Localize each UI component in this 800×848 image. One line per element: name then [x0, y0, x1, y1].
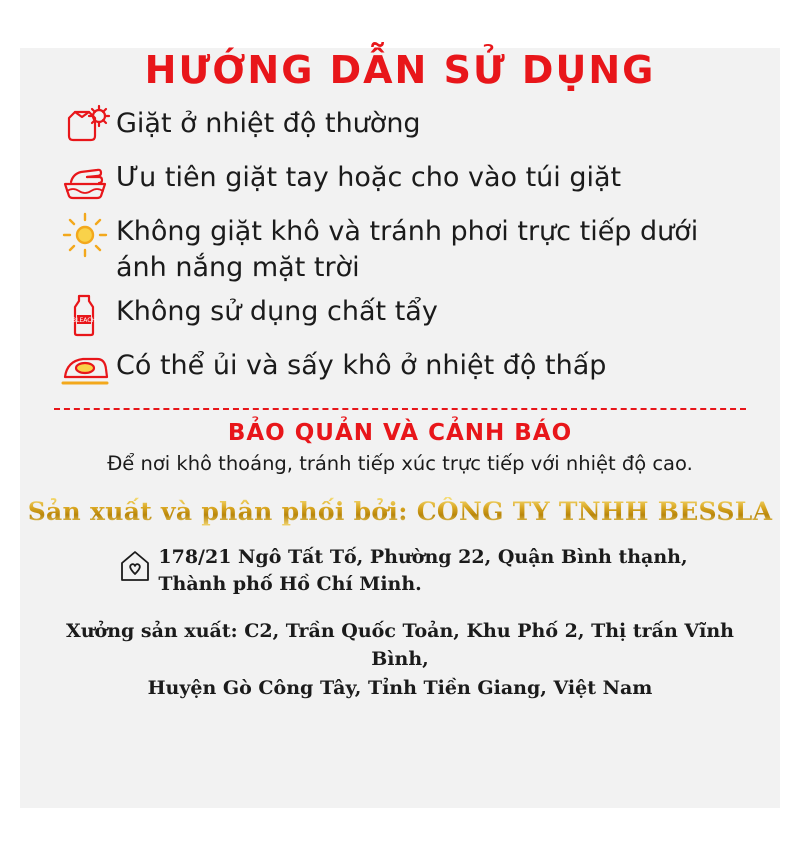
- care-text-line1: Giặt ở nhiệt độ thường: [116, 108, 421, 139]
- care-text-line1: Có thể ủi và sấy khô ở nhiệt độ thấp: [116, 349, 607, 381]
- no-direct-sunlight-icon: [54, 210, 116, 260]
- care-text-line1: Ưu tiên giặt tay hoặc cho vào túi giặt: [116, 162, 622, 193]
- address-block: [20, 544, 780, 599]
- storage-section-text: Để nơi khô thoáng, tránh tiếp xúc trực tiếp với nhiệt độ cao.: [107, 451, 693, 475]
- care-instruction-text: [116, 344, 606, 384]
- list-item: [54, 290, 752, 340]
- factory-line-2: Huyện Gò Công Tây, Tỉnh Tiền Giang, Việt Nam: [147, 676, 653, 699]
- storage-section-title: BẢO QUẢN VÀ CẢNH BÁO: [227, 419, 573, 446]
- home-heart-icon: [112, 544, 158, 584]
- address-text: [158, 544, 687, 599]
- wash-temperature-icon: [54, 102, 116, 152]
- care-text-line2: ánh nắng mặt trời: [116, 251, 360, 283]
- hand-wash-icon: [54, 156, 116, 206]
- care-instruction-text: [116, 102, 421, 142]
- iron-low-heat-icon: [54, 344, 116, 394]
- factory-address: [20, 617, 780, 703]
- list-item: [54, 344, 752, 394]
- producer-line: Sản xuất và phân phối bởi: CÔNG TY TNHH BESSLA: [20, 497, 780, 526]
- page-title: HƯỚNG DẪN SỬ DỤNG: [144, 48, 656, 92]
- address-line-2: Thành phố Hồ Chí Minh.: [158, 573, 422, 596]
- care-instruction-text: [116, 290, 438, 330]
- care-instruction-text: [116, 210, 698, 286]
- no-bleach-icon: [54, 290, 116, 340]
- divider: [54, 408, 746, 410]
- care-label-card: [20, 48, 780, 808]
- list-item: [54, 102, 752, 152]
- care-instruction-text: [116, 156, 621, 196]
- care-text-line1: Không sử dụng chất tẩy: [116, 295, 438, 327]
- care-text-line1: Không giặt khô và tránh phơi trực tiếp dưới: [116, 216, 699, 247]
- care-instruction-list: [20, 102, 780, 394]
- list-item: [54, 210, 752, 286]
- address-line-1: 178/21 Ngô Tất Tố, Phường 22, Quận Bình thạnh,: [158, 545, 688, 568]
- list-item: [54, 156, 752, 206]
- svg-text:BLEACH: BLEACH: [72, 316, 96, 324]
- factory-line-1: Xưởng sản xuất: C2, Trần Quốc Toản, Khu Phố 2, Thị trấn Vĩnh Bình,: [65, 619, 734, 671]
